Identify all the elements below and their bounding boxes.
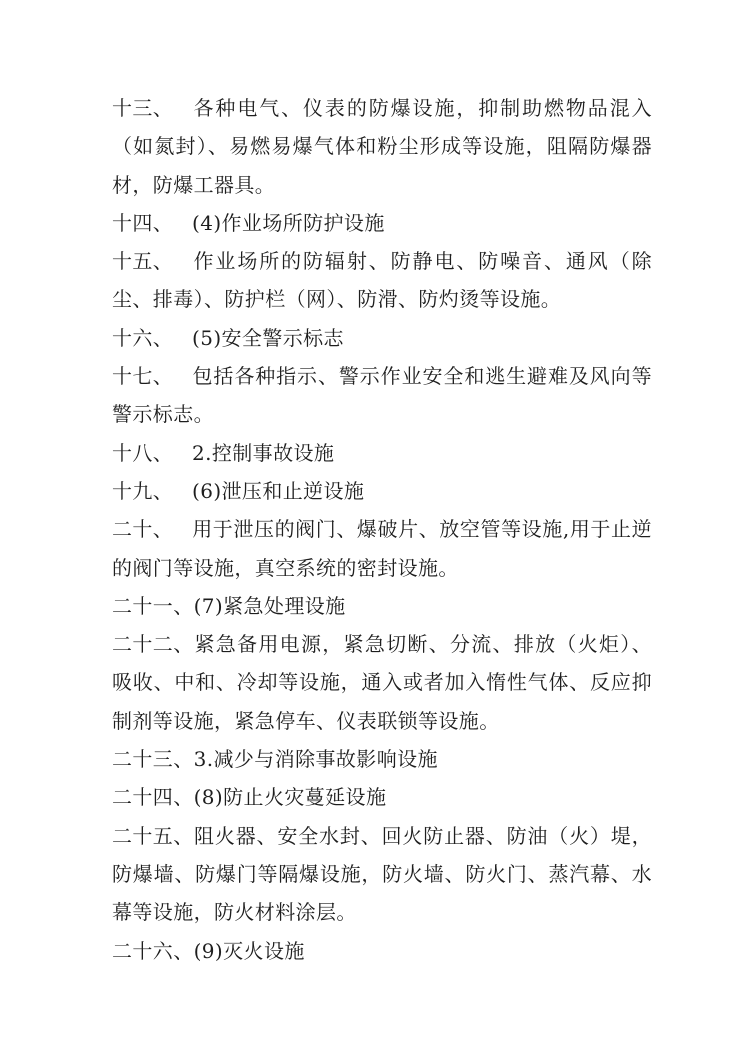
list-item-text: 包括各种指示、警示作业安全和逃生避难及风向等警示标志。: [112, 364, 652, 427]
list-item: [112, 89, 652, 204]
list-item-number: 二十、: [112, 517, 174, 542]
list-item: [112, 204, 652, 242]
list-item-text: (9)灭火设施: [193, 938, 305, 963]
list-item-number: 十九、: [112, 478, 174, 503]
list-item-number: 二十五、: [112, 823, 194, 848]
list-item-number: 十八、: [112, 440, 174, 465]
list-item-text: (5)安全警示标志: [192, 325, 344, 350]
list-item: [112, 472, 652, 510]
list-item-number: 十七、: [112, 364, 174, 389]
list-item-text: (6)泄压和止逆设施: [192, 478, 365, 503]
list-item: [112, 817, 652, 932]
list-item-number: 二十四、: [112, 785, 194, 810]
list-item-number: 二十六、: [112, 938, 194, 963]
list-item: [112, 932, 652, 970]
list-item: [112, 242, 652, 319]
list-item: [112, 357, 652, 434]
list-item: [112, 434, 652, 472]
list-item-number: 二十二、: [112, 632, 194, 657]
list-item-text: 2.控制事故设施: [192, 440, 335, 465]
list-item-text: 各种电气、仪表的防爆设施，抑制助燃物品混入（如氮封）、易燃易爆气体和粉尘形成等设施，阻隔防爆器材，防爆工器具。: [112, 96, 652, 197]
list-item-number: 二十一、: [112, 593, 194, 618]
list-item: [112, 319, 652, 357]
list-item-text: 作业场所的防辐射、防静电、防噪音、通风（除尘、排毒）、防护栏（网）、防滑、防灼烫等设施。: [112, 249, 652, 312]
list-item: [112, 625, 652, 740]
list-item-number: 二十三、: [112, 747, 194, 772]
list-item-number: 十五、: [112, 249, 174, 274]
list-item: [112, 510, 652, 587]
list-item-text: 3.减少与消除事故影响设施: [193, 747, 438, 772]
list-item-text: (8)防止火灾蔓延设施: [193, 785, 387, 810]
list-item: [112, 587, 652, 625]
list-item-text: (7)紧急处理设施: [193, 593, 346, 618]
list-item-text: 用于泄压的阀门、爆破片、放空管等设施,用于止逆的阀门等设施，真空系统的密封设施。: [112, 517, 652, 580]
list-item-number: 十四、: [112, 210, 174, 235]
list-item-number: 十三、: [112, 96, 174, 120]
list-item-number: 十六、: [112, 325, 174, 350]
list-item-text: (4)作业场所防护设施: [192, 210, 385, 235]
list-item-text: 紧急备用电源，紧急切断、分流、排放（火炬）、吸收、中和、冷却等设施，通入或者加入惰性气体、反应抑制剂等设施，紧急停车、仪表联锁等设施。: [112, 632, 652, 733]
list-item: [112, 740, 652, 778]
list-item: [112, 778, 652, 816]
document-body: [112, 89, 652, 970]
list-item-text: 阻火器、安全水封、回火防止器、防油（火）堤，防爆墙、防爆门等隔爆设施，防火墙、防火门、蒸汽幕、水幕等设施，防火材料涂层。: [112, 823, 652, 925]
